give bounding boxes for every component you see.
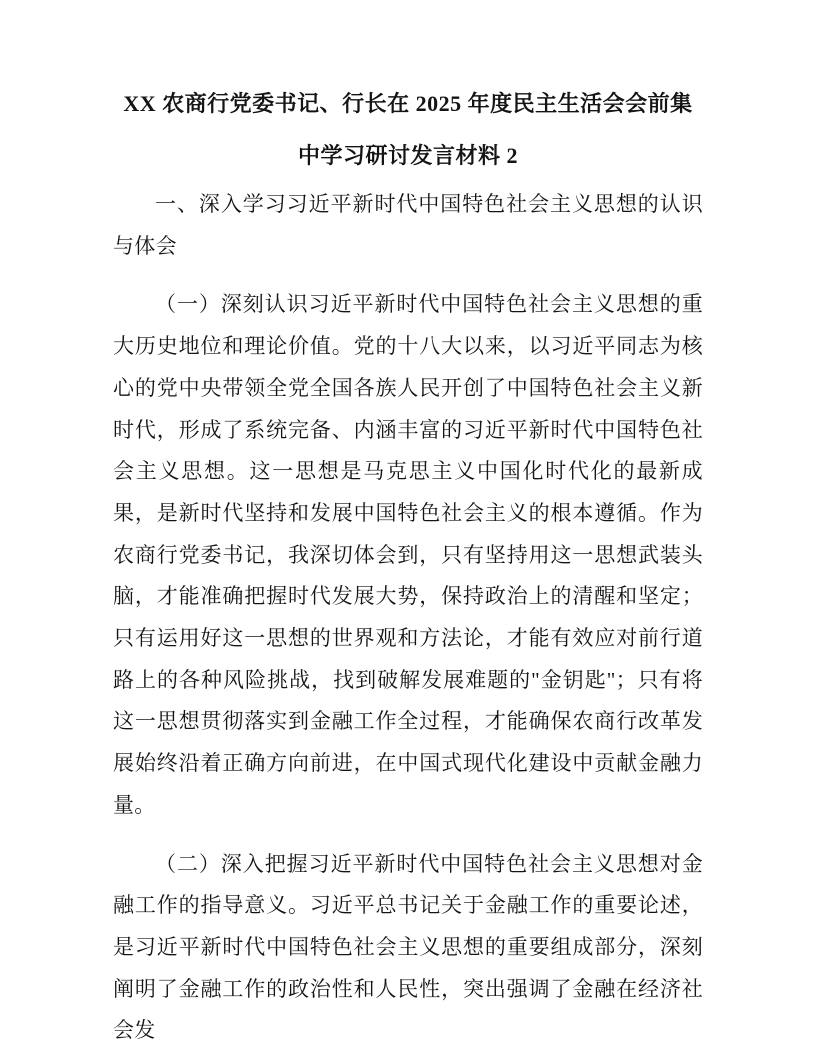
body-paragraph: （一）深刻认识习近平新时代中国特色社会主义思想的重大历史地位和理论价值。党的十八大以来，以习近平同志为核心的党中央带领全党全国各族人民开创了中国特色社会主义新时代，形成了系统完备、内涵丰富的习近平新时代中国特色社会主义思想。这一思想是马克思主义中国化时代化的最新成果，是新时代坚持和发展中国特色社会主义的根本遵循。作为农商行党委书记，我深切体会到，只有坚持用这一思想武装头脑，才能准确把握时代发展大势，保持政治上的清醒和坚定；只有运用好这一思想的世界观和方法论，才能有效应对前行道路上的各种风险挑战，找到破解发展难题的"金钥匙"；只有将这一思想贯彻落实到金融工作全过程，才能确保农商行改革发展始终沿着正确方向前进，在中国式现代化建设中贡献金融力量。 — [113, 292, 703, 817]
body-paragraph: （二）深入把握习近平新时代中国特色社会主义思想对金融工作的指导意义。习近平总书记关于金融工作的重要论述，是习近平新时代中国特色社会主义思想的重要组成部分，深刻阐明了金融工作的政治性和人民性，突出强调了金融在经济社会发 — [113, 851, 703, 1043]
section-heading: 一、深入学习习近平新时代中国特色社会主义思想的认识与体会 — [113, 192, 703, 258]
document-title: XX 农商行党委书记、行长在 2025 年度民主生活会会前集中学习研讨发言材料 2 — [123, 91, 693, 168]
